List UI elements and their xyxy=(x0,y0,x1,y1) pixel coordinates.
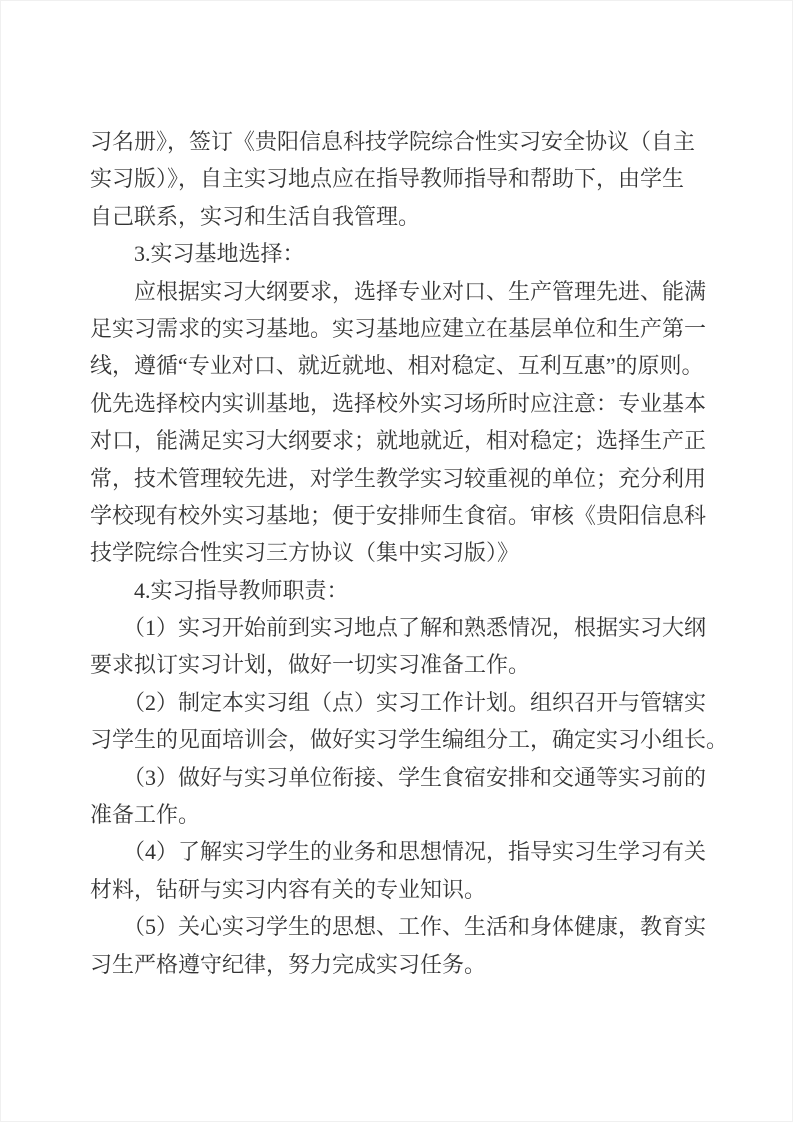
text-line: （5）关心实习学生的思想、工作、生活和身体健康，教育实 xyxy=(90,914,707,940)
text-line: 要求拟订实习计划，做好一切实习准备工作。 xyxy=(90,652,531,678)
text-line: 学校现有校外实习基地；便于安排师生食宿。审核《贵阳信息科 xyxy=(90,502,707,528)
text-line: （3）做好与实习单位衔接、学生食宿安排和交通等实习前的 xyxy=(90,764,707,790)
text-line: （1）实习开始前到实习地点了解和熟悉情况，根据实习大纲 xyxy=(90,615,707,641)
text-line: 应根据实习大纲要求，选择专业对口、生产管理先进、能满 xyxy=(90,278,707,304)
text-line: 习生严格遵守纪律，努力完成实习任务。 xyxy=(90,951,487,977)
text-line-heading: 3.实习基地选择： xyxy=(90,241,305,267)
text-line: 自己联系，实习和生活自我管理。 xyxy=(90,203,421,229)
document-body xyxy=(90,123,729,983)
text-line: 足实习需求的实习基地。实习基地应建立在基层单位和生产第一 xyxy=(90,315,707,341)
text-line: 对口，能满足实习大纲要求；就地就近，相对稳定；选择生产正 xyxy=(90,428,707,454)
text-line: 习名册》，签订《贵阳信息科技学院综合性实习安全协议（自主 xyxy=(90,129,696,154)
text-line: 习学生的见面培训会，做好实习学生编组分工，确定实习小组长。 xyxy=(90,727,729,753)
text-line: 材料，钻研与实习内容有关的专业知识。 xyxy=(90,876,487,902)
text-line: 准备工作。 xyxy=(90,802,201,828)
text-line: （4）了解实习学生的业务和思想情况，指导实习生学习有关 xyxy=(90,839,707,865)
text-line: （2）制定本实习组（点）实习工作计划。组织召开与管辖实 xyxy=(90,689,707,715)
text-line: 线，遵循“专业对口、就近就地、相对稳定、互利互惠”的原则。 xyxy=(90,353,704,379)
text-line-heading: 4.实习指导教师职责： xyxy=(90,577,349,603)
text-line: 实习版）》，自主实习地点应在指导教师指导和帮助下，由学生 xyxy=(90,166,685,192)
text-line: 常，技术管理较先进，对学生教学实习较重视的单位；充分利用 xyxy=(90,465,707,491)
text-line: 优先选择校内实训基地，选择校外实习场所时应注意：专业基本 xyxy=(90,390,707,416)
text-line: 技学院综合性实习三方协议（集中实习版）》 xyxy=(90,540,520,566)
